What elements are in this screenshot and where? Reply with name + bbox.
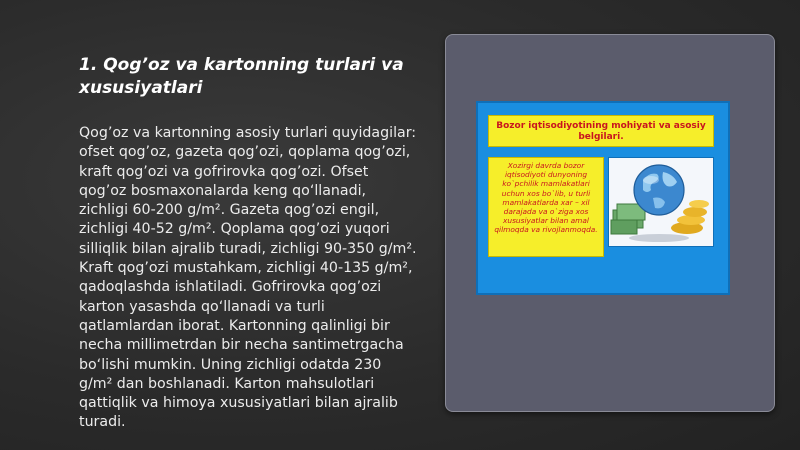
- image-panel: [445, 34, 775, 412]
- slide-title: 1. Qog’oz va kartonning turlari va xususiyatlari: [79, 55, 404, 98]
- slide-body-text: Qog’oz va kartonning asosiy turlari quyidagilar: ofset qog’oz, gazeta qog’ozi, qoplama qog’ozi, kraft qog’ozi va gofrirovka qog’ozi. Ofset qog’oz bosmaxonalarda keng qo‘llanadi, zichligi 60-200 g/m². Gazeta qog’ozi engil, zichligi 40-52 g/m². Qoplama qog’ozi yuqori silliqlik bilan ajralib turadi, zichligi 90-350 g/m². Kraft qog’ozi mustahkam, zichligi 40-135 g/m², qadoqlashda ishlatiladi. Gofrirovka qog’ozi karton yasashda qo‘llanadi va turli qatlamlardan iborat. Kartonning qalinligi bir necha millimetrdan bir necha santimetrgacha bo‘lishi mumkin. Uning zichligi odatda 230 g/m² dan boshlanadi. Karton mahsulotlari qattiqlik va himoya xususiyatlari bilan ajralib turadi.: [79, 125, 417, 431]
- embedded-slide-text: Xozirgi davrda bozor iqtisodiyoti dunyoning ko`pchilik mamlakatlari uchun xos bo`lib, u turli mamlakatlarda xar – xil darajada va o`ziga xos xususiyatlar bilan amal qilmoqda va rivojlanmoqda.: [488, 157, 604, 257]
- globe-with-money-icon: [608, 157, 714, 247]
- embedded-slide-header: Bozor iqtisodiyotining mohiyati va asosiy belgilari.: [488, 115, 714, 147]
- embedded-slide-image: [476, 101, 730, 295]
